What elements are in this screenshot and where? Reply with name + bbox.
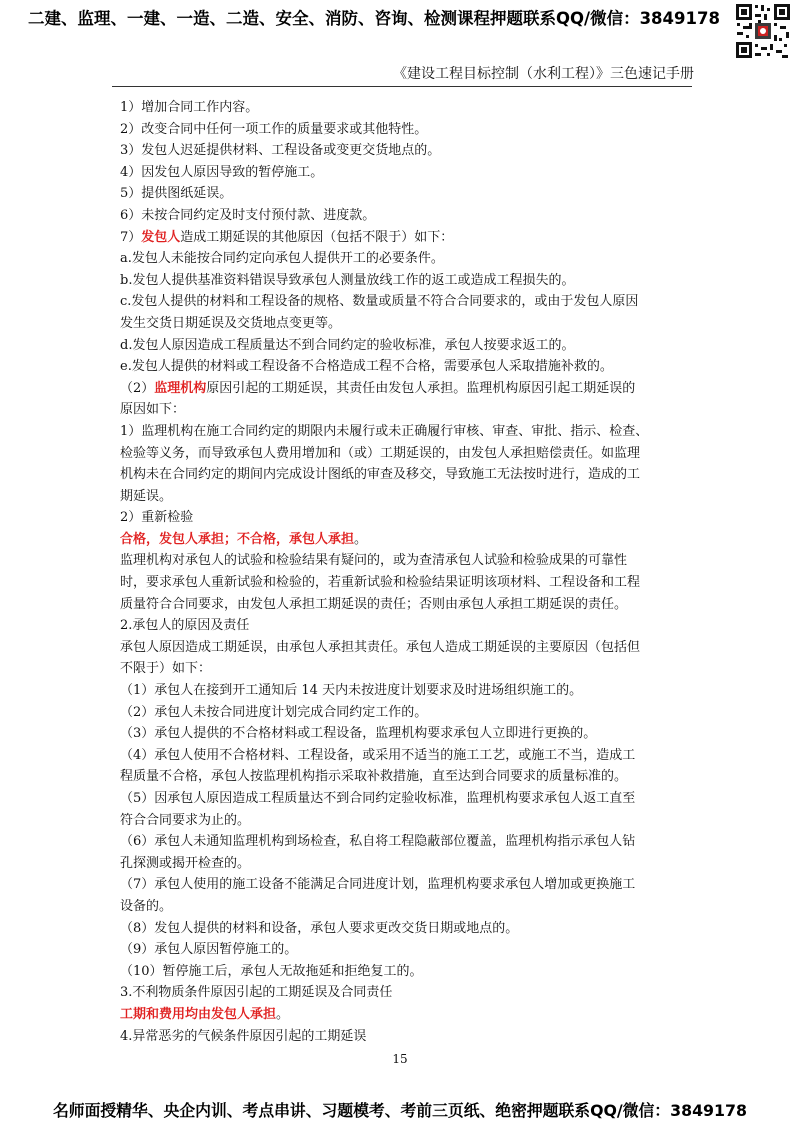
text-segment: 5）提供图纸延误。 [120, 186, 233, 202]
text-segment: 6）未按合同约定及时支付预付款、进度款。 [120, 207, 376, 223]
text-line [120, 1004, 686, 1026]
text-line [120, 313, 686, 335]
text-segment: 1）增加合同工作内容。 [120, 100, 259, 115]
text-line [120, 766, 686, 788]
highlight-text: 发包人 [141, 229, 181, 245]
text-line [120, 896, 686, 918]
text-segment: 7） [120, 229, 142, 245]
text-segment: 2）改变合同中任何一项工作的质量要求或其他特性。 [120, 121, 428, 137]
text-segment: （4）承包人使用不合格材料、工程设备，或采用不适当的施工工艺，或施工不当，造成工 [120, 747, 636, 763]
text-segment: 时，要求承包人重新试验和检验的，若重新试验和检验结果证明该项材料、工程设备和工程 [120, 575, 641, 591]
text-segment: c.发包人提供的材料和工程设备的规格、数量或质量不符合合同要求的，或由于发包人原因 [120, 294, 639, 310]
text-line [120, 464, 686, 486]
text-line [120, 335, 686, 357]
text-line [120, 831, 686, 853]
text-segment: 设备的。 [120, 898, 173, 914]
text-line [120, 637, 686, 659]
document-title-header: 《建设工程目标控制（水利工程）》三色速记手册 [393, 66, 694, 82]
text-segment: 期延误。 [120, 488, 173, 504]
text-segment: 2.承包人的原因及责任 [120, 618, 250, 634]
text-line [120, 248, 686, 270]
text-segment: 质量符合合同要求，由发包人承担工期延误的责任；否则由承包人承担工期延误的责任。 [120, 596, 628, 612]
highlight-text: 工期和费用均由发包人承担 [120, 1006, 277, 1022]
text-line [120, 723, 686, 745]
text-line [120, 658, 686, 680]
text-segment: 。 [354, 531, 368, 547]
text-segment: 造成工期延误的其他原因（包括不限于）如下： [180, 229, 454, 245]
text-segment: 原因引起的工期延误，其责任由发包人承担。监理机构原因引起工期延误的 [206, 380, 636, 396]
text-segment: 原因如下： [120, 402, 186, 418]
text-line [120, 119, 686, 141]
text-segment: e.发包人提供的材料或工程设备不合格造成工程不合格，需要承包人采取措施补救的。 [120, 359, 613, 375]
text-segment: （2） [120, 380, 155, 396]
text-line [120, 1026, 686, 1048]
text-segment: 1）监理机构在施工合同约定的期限内未履行或未正确履行审核、审查、审批、指示、检查、 [120, 423, 649, 439]
text-line [120, 183, 686, 205]
text-segment: a.发包人未能按合同约定向承包人提供开工的必要条件。 [120, 251, 444, 267]
text-segment: 程质量不合格，承包人按监理机构指示采取补救措施，直至达到合同要求的质量标准的。 [120, 769, 628, 785]
text-line [120, 227, 686, 249]
text-segment: （7）承包人使用的施工设备不能满足合同进度计划，监理机构要求承包人增加或更换施工 [120, 877, 636, 893]
text-segment: 孔探测或揭开检查的。 [120, 855, 251, 871]
text-line [120, 982, 686, 1004]
text-segment: 4）因发包人原因导致的暂停施工。 [120, 164, 324, 180]
text-segment: 符合合同要求为止的。 [120, 812, 251, 828]
text-segment: 2）重新检验 [120, 510, 194, 526]
header-divider [112, 86, 692, 87]
text-line [120, 680, 686, 702]
text-line [120, 270, 686, 292]
text-segment: （10）暂停施工后，承包人无故拖延和拒绝复工的。 [120, 963, 423, 979]
text-segment: 4.异常恶劣的气候条件原因引起的工期延误 [120, 1028, 367, 1044]
text-segment: d.发包人原因造成工程质量达不到合同约定的验收标准，承包人按要求返工的。 [120, 337, 575, 353]
text-segment: b.发包人提供基准资料错误导致承包人测量放线工作的返工或造成工程损失的。 [120, 272, 575, 288]
text-line [120, 205, 686, 227]
text-line [120, 162, 686, 184]
text-line [120, 745, 686, 767]
text-segment: 发生交货日期延误及交货地点变更等。 [120, 315, 342, 331]
text-segment: （3）承包人提供的不合格材料或工程设备，监理机构要求承包人立即进行更换的。 [120, 726, 597, 742]
text-line [120, 529, 686, 551]
text-line [120, 788, 686, 810]
highlight-text: 监理机构 [154, 380, 207, 396]
text-line [120, 443, 686, 465]
text-line [120, 874, 686, 896]
text-segment: （1）承包人在接到开工通知后 14 天内未按进度计划要求及时进场组织施工的。 [120, 683, 583, 699]
page-number: 15 [392, 1052, 408, 1066]
text-segment: 机构未在合同约定的期间内完成设计图纸的审查及移交，导致施工无法按时进行，造成的工 [120, 467, 641, 483]
text-line [120, 918, 686, 940]
text-line [120, 961, 686, 983]
text-segment: 监理机构对承包人的试验和检验结果有疑问的，或为查清承包人试验和检验成果的可靠性 [120, 553, 628, 569]
text-line [120, 421, 686, 443]
text-segment: 不限于）如下： [120, 661, 212, 677]
text-line [120, 356, 686, 378]
text-line [120, 550, 686, 572]
text-line [120, 702, 686, 724]
text-line [120, 810, 686, 832]
top-promo-banner: 二建、监理、一建、一造、二造、安全、消防、咨询、检测课程押题联系QQ/微信：3849178 [28, 9, 720, 28]
text-segment: 3.不利物质条件原因引起的工期延误及合同责任 [120, 985, 393, 1001]
text-segment: （6）承包人未通知监理机构到场检查，私自将工程隐蔽部位覆盖，监理机构指示承包人钻 [120, 834, 636, 850]
text-line [120, 399, 686, 421]
text-segment: 承包人原因造成工期延误，由承包人承担其责任。承包人造成工期延误的主要原因（包括但 [120, 639, 641, 655]
bottom-promo-banner: 名师面授精华、央企内训、考点串讲、习题模考、考前三页纸、绝密押题联系QQ/微信：3849178 [52, 1101, 748, 1120]
text-line [120, 594, 686, 616]
text-line [120, 853, 686, 875]
text-segment: （2）承包人未按合同进度计划完成合同约定工作的。 [120, 704, 428, 720]
text-line [120, 486, 686, 508]
text-line [120, 507, 686, 529]
text-line [120, 572, 686, 594]
text-segment: 3）发包人迟延提供材料、工程设备或变更交货地点的。 [120, 143, 441, 159]
highlight-text: 合格，发包人承担；不合格，承包人承担 [120, 531, 355, 547]
text-segment: 。 [276, 1006, 290, 1022]
body-text [120, 97, 686, 1047]
text-line [120, 615, 686, 637]
text-segment: （9）承包人原因暂停施工的。 [120, 942, 298, 958]
text-line [120, 939, 686, 961]
qr-code-icon [734, 2, 792, 60]
text-line [120, 140, 686, 162]
text-segment: （8）发包人提供的材料和设备，承包人要求更改交货日期或地点的。 [120, 920, 519, 936]
text-segment: （5）因承包人原因造成工程质量达不到合同约定验收标准，监理机构要求承包人返工直至 [120, 791, 636, 806]
text-line [120, 97, 686, 119]
text-line [120, 291, 686, 313]
text-line [120, 378, 686, 400]
text-segment: 检验等义务，而导致承包人费用增加和（或）工期延误的，由发包人承担赔偿责任。如监理 [120, 445, 641, 461]
